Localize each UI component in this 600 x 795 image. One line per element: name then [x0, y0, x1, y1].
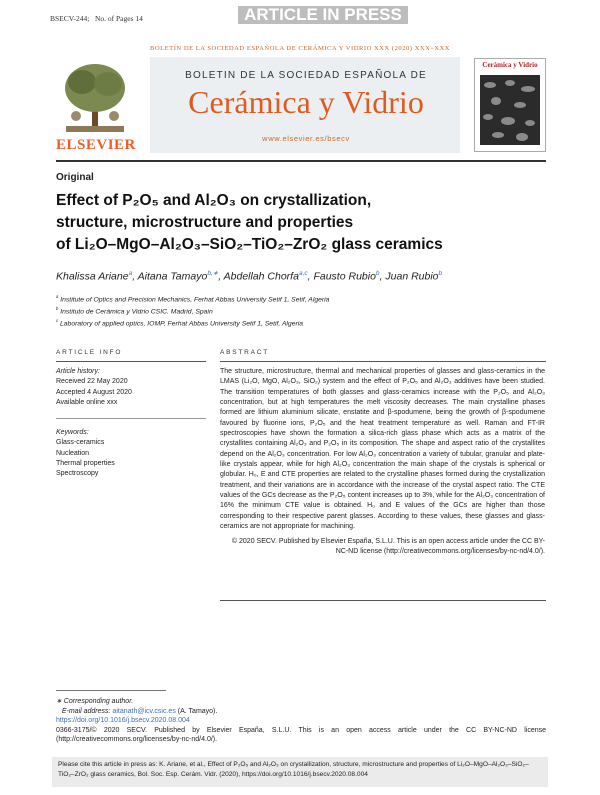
- doi-link[interactable]: https://doi.org/10.1016/j.bsecv.2020.08.004: [56, 717, 190, 724]
- cover-micrograph-image: [480, 75, 540, 145]
- author-list: Khalissa Ariane$^a$, Aitana Tamayo$^{b,∗}$, Abdellah Chorfa$^{a,c}$, Fausto Rubio$^b$, Juan Rubio$^b$: [56, 270, 443, 283]
- license-line: 0366-3175/© 2020 SECV. Published by Elsevier España, S.L.U. This is an open access article under the CC BY-NC-ND license (http://creativecommons.org/licenses/by-nc-nd/4.0/).: [56, 726, 546, 743]
- author-name[interactable]: Fausto Rubio: [313, 270, 376, 283]
- author-name[interactable]: Abdellah Chorfa: [223, 270, 299, 283]
- article-info-heading: ARTICLE INFO: [56, 349, 123, 356]
- journal-url[interactable]: www.elsevier.es/bsecv: [262, 134, 350, 143]
- author-name[interactable]: Aitana Tamayo: [137, 270, 208, 283]
- author-affiliation-mark: b: [438, 270, 443, 277]
- journal-name-main: Cerámica y Vidrio: [188, 84, 424, 120]
- article-title: [56, 190, 456, 256]
- article-in-press-banner: ARTICLE IN PRESS: [238, 6, 408, 24]
- author-name[interactable]: Khalissa Ariane: [56, 270, 129, 283]
- author-affiliation-mark: a: [128, 270, 133, 277]
- author-affiliation-mark: a,c: [298, 270, 308, 277]
- journal-cover: [474, 58, 546, 152]
- cover-title: Cerámica y Vidrio: [482, 61, 538, 69]
- publisher-logo-text: ELSEVIER: [56, 137, 136, 153]
- history-item: Available online xxx: [56, 398, 118, 406]
- abstract-copyright: © 2020 SECV. Published by Elsevier España, S.L.U. This is an open access article under the CC BY-NC-ND license (http://creativecommons.org/licenses/by-nc-nd/4.0/).: [231, 537, 545, 555]
- email-label: E-mail address:: [61, 707, 111, 715]
- corresponding-author: [56, 697, 546, 745]
- citation-text: Please cite this article in press as: K. Ariane, et al., Effect of P₂O₅ and Al₂O₃ on crystallization, structure, microstructure and properties of Li₂O–MgO–Al₂O₃–SiO₂–TiO₂–ZrO₂ glass ceramics, Bol. Soc. Esp. Cerám. Vidr. (2020), https://doi.org/10.1016/j.bsecv.2020.08.004: [58, 761, 529, 778]
- divider: [56, 418, 206, 419]
- page-count: No. of Pages 14: [94, 14, 143, 23]
- affiliation-text: Laboratory of applied optics, IOMP, Ferhat Abbas University Setif 1, Setif, Algeria: [60, 320, 304, 328]
- title-line: Effect of P₂O₅ and Al₂O₃ on crystallization,: [56, 192, 372, 209]
- divider: [56, 361, 206, 362]
- journal-name-top: BOLETIN DE LA SOCIEDAD ESPAÑOLA DE: [185, 70, 427, 81]
- affiliation-text: Instituto de Cerámica y Vidrio CSIC. Madrid, Spain: [60, 308, 213, 316]
- title-line: structure, microstructure and properties: [56, 214, 354, 231]
- elsevier-tree-logo: [58, 60, 132, 138]
- keyword: Thermal properties: [56, 459, 115, 467]
- keyword: Glass-ceramics: [56, 439, 105, 447]
- article-history: [56, 367, 132, 408]
- history-item: Accepted 4 August 2020: [56, 388, 132, 396]
- citation-box: [52, 757, 548, 787]
- keyword: Nucleation: [56, 449, 90, 457]
- keywords-label: Keywords:: [56, 429, 89, 436]
- email-link[interactable]: aitanath@icv.csic.es: [112, 707, 176, 715]
- title-line: of Li₂O–MgO–Al₂O₃–SiO₂–TiO₂–ZrO₂ glass ceramics: [56, 236, 443, 253]
- affiliation-key: b: [56, 306, 59, 311]
- author-affiliation-mark: b: [375, 270, 380, 277]
- journal-running-head: BOLETÍN DE LA SOCIEDAD ESPAÑOLA DE CERÁMICA Y VIDRIO XXX (2020) XXX–XXX: [149, 45, 451, 52]
- masthead-rule: [56, 160, 546, 162]
- divider: [220, 361, 546, 362]
- affiliation: [56, 318, 303, 327]
- history-label: Article history:: [56, 368, 100, 375]
- doc-code: BSECV-244; No. of Pages 14: [50, 14, 143, 23]
- affiliation-key: a: [56, 294, 59, 299]
- corresponding-label: ∗ Corresponding author.: [56, 698, 134, 705]
- affiliation: [56, 306, 213, 315]
- author-affiliation-mark: b,∗: [207, 270, 219, 277]
- affiliation: [56, 294, 329, 303]
- email-owner: (A. Tamayo).: [177, 707, 218, 715]
- affiliation-key: c: [56, 318, 59, 323]
- author-name[interactable]: Juan Rubio: [385, 270, 439, 283]
- divider: [220, 600, 546, 601]
- keyword: Spectroscopy: [56, 470, 99, 478]
- article-type: Original: [56, 172, 94, 183]
- history-item: Received 22 May 2020: [56, 378, 128, 386]
- keywords: [56, 428, 115, 479]
- affiliation-text: Institute of Optics and Precision Mechanics, Ferhat Abbas University Setif 1, Setif, Algeria: [60, 296, 330, 304]
- abstract-heading: ABSTRACT: [220, 349, 270, 356]
- abstract-body: [220, 367, 545, 557]
- footnote-rule: [56, 690, 166, 691]
- abstract-paragraph: The structure, microstructure, thermal and mechanical properties of glasses and glass-ceramics in the LMAS (Li₂O, MgO, Al₂O₃, SiO₂) system and the effect of P₂O₅ and Al₂O₃ additives have been studied. The transition temperatures of both glasses and glass-ceramics increase with the P₂O₅ and Al₂O₃ concentration, but at high temperatures the melt viscosity decreases. The main crystalline phases formed are lithium aluminium silicate, enstatite and β-spodumene, being the growth of β-spodumene favoured by fluorine ions, P₂O₅ and the heat treatment temperature as well. Raman and FT-IR spectroscopies have shown the formation a silica-rich glass phase which acts as a matrix of the crystallites containing Al₂O₃ and P₂O₅ in its composition. The shape and aspect ratio of the crystallites depend on the Al₂O₃ concentration. For low Al₂O₃ concentration a variety of tubular, granular and plate-like crystals appear, while for high Al₂O₃ concentration the main shape of the crystals is spherical or globular. H₀, E and CTE properties are related to the crystalline phases formed during the crystallization treatment, and their variations are in accordance with the increase of the crystal aspect ratio. The CTE values of the GCs decrease as the P₂O₅ content increases up to 3%, while for the Al₂O₃ concentration of 16% the minimum CTE value is obtained. H₀ and E values of the GCs are higher than those corresponding to their respective parent glasses. According to these values, these glasses and glass-ceramics are not appropriate for machining.: [220, 368, 545, 531]
